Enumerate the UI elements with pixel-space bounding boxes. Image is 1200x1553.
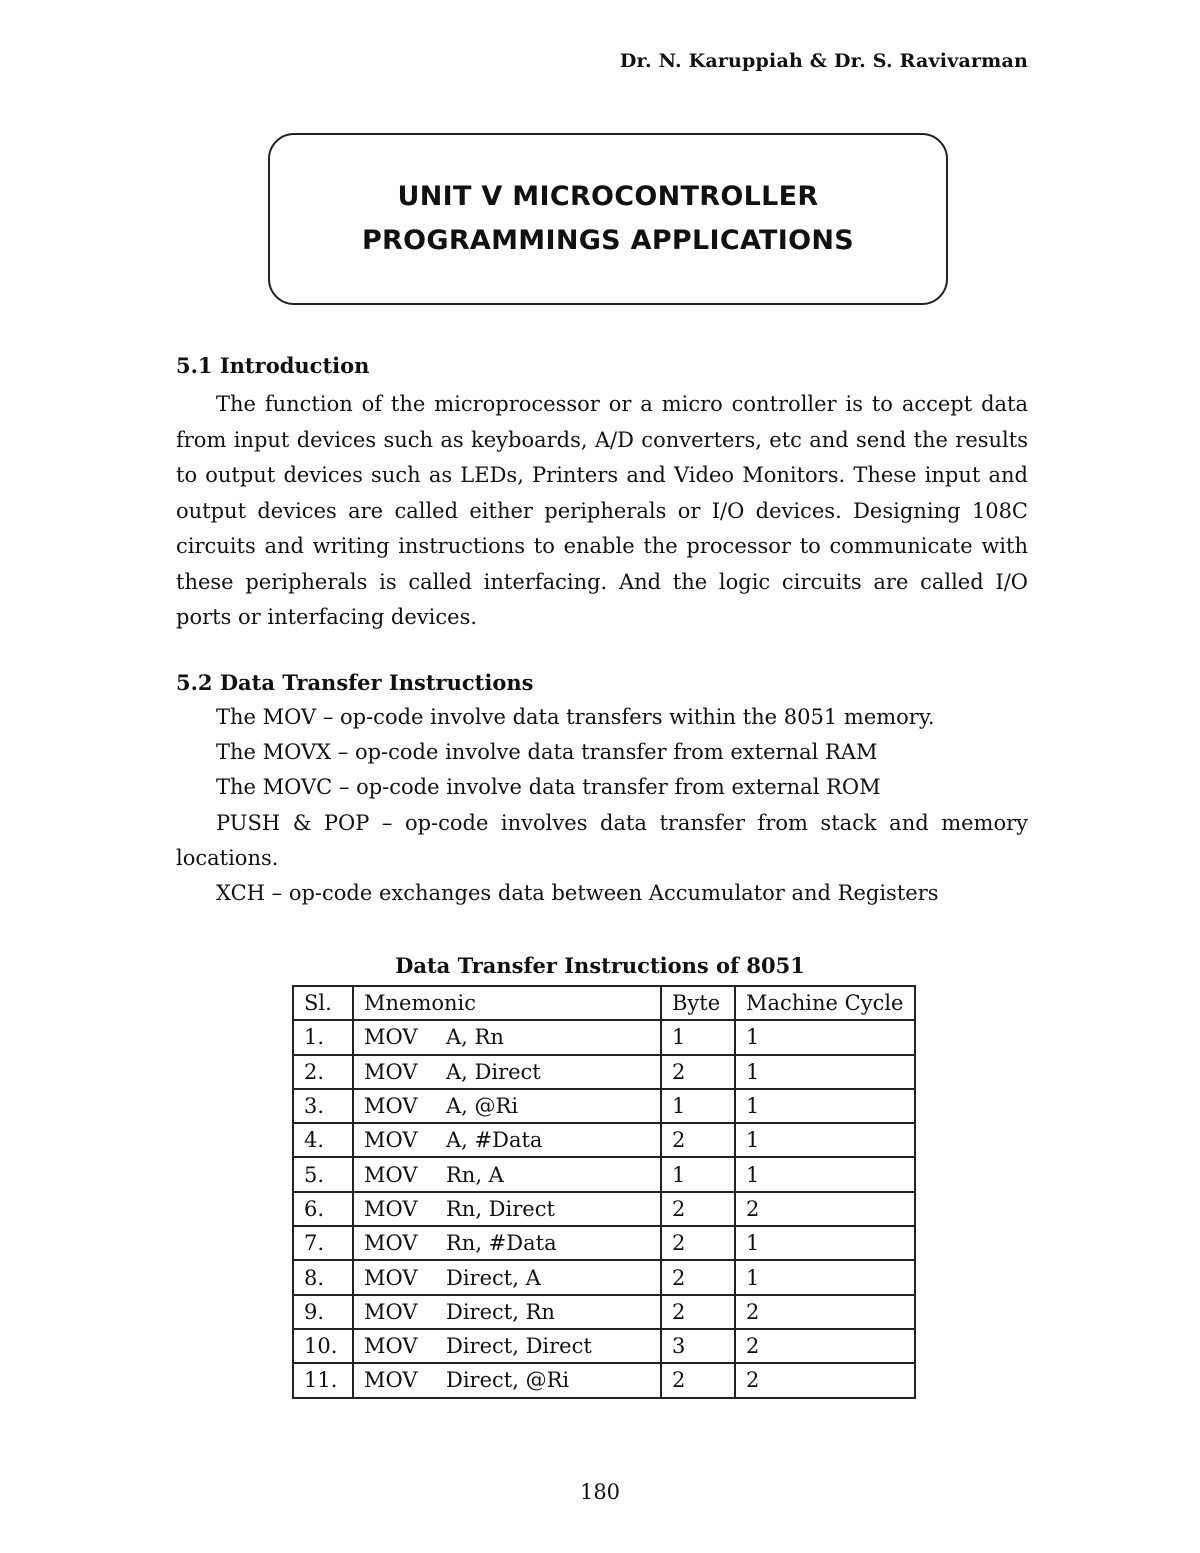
cell-sl: 5. <box>293 1157 353 1191</box>
mnemonic-operand: A, @Ri <box>446 1094 519 1119</box>
movx-description: The MOVX – op-code involve data transfer from external RAM <box>216 740 878 764</box>
mnemonic-opcode: MOV <box>364 1231 418 1256</box>
cell-byte: 2 <box>661 1295 735 1329</box>
mnemonic-opcode: MOV <box>364 1094 418 1119</box>
table-caption: Data Transfer Instructions of 8051 <box>395 953 805 978</box>
cell-byte: 1 <box>661 1157 735 1191</box>
cell-machine-cycle: 2 <box>735 1295 915 1329</box>
introduction-text: The function of the microprocessor or a micro controller is to accept data from input devices such as keyboards, A/D converters, etc and send the results to output devices such as LEDs, Printers and Video Monitors. These input and output devices are called either peripherals or I/O devices. Designing 108C circuits and writing instructions to enable the processor to communicate with these peripherals is called interfacing. And the logic circuits are called I/O ports or interfacing devices. <box>176 392 1028 629</box>
cell-byte: 2 <box>661 1123 735 1157</box>
table-row <box>293 1123 915 1157</box>
mnemonic-opcode: MOV <box>364 1334 418 1359</box>
cell-mnemonic <box>353 1055 661 1089</box>
cell-byte: 2 <box>661 1055 735 1089</box>
cell-byte: 2 <box>661 1192 735 1226</box>
mnemonic-operand: Direct, Direct <box>446 1334 592 1359</box>
cell-byte: 1 <box>661 1020 735 1054</box>
cell-byte: 1 <box>661 1089 735 1123</box>
header-byte: Byte <box>661 986 735 1020</box>
mnemonic-opcode: MOV <box>364 1265 418 1290</box>
mnemonic-opcode: MOV <box>364 1059 418 1084</box>
header-sl: Sl. <box>293 986 353 1020</box>
table-row <box>293 1363 915 1397</box>
cell-machine-cycle: 1 <box>735 1055 915 1089</box>
mnemonic-opcode: MOV <box>364 1128 418 1153</box>
table-row <box>293 1192 915 1226</box>
table-row <box>293 1295 915 1329</box>
cell-mnemonic <box>353 1020 661 1054</box>
mnemonic-opcode: MOV <box>364 1162 418 1187</box>
table-header-row <box>293 986 915 1020</box>
cell-machine-cycle: 2 <box>735 1329 915 1363</box>
mnemonic-opcode: MOV <box>364 1025 418 1050</box>
cell-sl: 11. <box>293 1363 353 1397</box>
movc-description: The MOVC – op-code involve data transfer from external ROM <box>216 775 881 799</box>
table-row <box>293 1226 915 1260</box>
cell-byte: 3 <box>661 1329 735 1363</box>
cell-machine-cycle: 1 <box>735 1157 915 1191</box>
mnemonic-opcode: MOV <box>364 1368 418 1393</box>
mnemonic-operand: Direct, @Ri <box>446 1368 570 1393</box>
cell-sl: 2. <box>293 1055 353 1089</box>
cell-byte: 2 <box>661 1260 735 1294</box>
cell-mnemonic <box>353 1226 661 1260</box>
cell-machine-cycle: 2 <box>735 1192 915 1226</box>
cell-sl: 9. <box>293 1295 353 1329</box>
cell-byte: 2 <box>661 1226 735 1260</box>
mnemonic-operand: A, #Data <box>446 1128 543 1153</box>
mnemonic-operand: Direct, A <box>446 1265 541 1290</box>
table-row <box>293 1020 915 1054</box>
push-pop-description-continued: locations. <box>176 846 279 870</box>
cell-mnemonic <box>353 1192 661 1226</box>
cell-mnemonic <box>353 1157 661 1191</box>
mov-description: The MOV – op-code involve data transfers within the 8051 memory. <box>216 705 935 729</box>
header-machine-cycle: Machine Cycle <box>735 986 915 1020</box>
table-row <box>293 1089 915 1123</box>
data-transfer-table <box>292 985 916 1399</box>
cell-sl: 10. <box>293 1329 353 1363</box>
section-heading-data-transfer: 5.2 Data Transfer Instructions <box>176 670 534 695</box>
mnemonic-opcode: MOV <box>364 1196 418 1221</box>
cell-mnemonic <box>353 1295 661 1329</box>
unit-title-box <box>268 133 948 305</box>
mnemonic-operand: Rn, #Data <box>446 1231 557 1256</box>
cell-machine-cycle: 1 <box>735 1226 915 1260</box>
cell-machine-cycle: 1 <box>735 1123 915 1157</box>
cell-mnemonic <box>353 1260 661 1294</box>
table-row <box>293 1055 915 1089</box>
mnemonic-operand: Direct, Rn <box>446 1299 555 1324</box>
page-number: 180 <box>579 1480 621 1504</box>
unit-title-line-1: UNIT V MICROCONTROLLER <box>397 181 819 212</box>
cell-machine-cycle: 2 <box>735 1363 915 1397</box>
cell-mnemonic <box>353 1089 661 1123</box>
cell-sl: 8. <box>293 1260 353 1294</box>
cell-mnemonic <box>353 1123 661 1157</box>
cell-machine-cycle: 1 <box>735 1260 915 1294</box>
table-row <box>293 1260 915 1294</box>
xch-description: XCH – op-code exchanges data between Accumulator and Registers <box>216 881 939 905</box>
section-heading-introduction: 5.1 Introduction <box>176 353 370 378</box>
cell-sl: 7. <box>293 1226 353 1260</box>
mnemonic-operand: A, Rn <box>446 1025 504 1050</box>
push-pop-description: PUSH & POP – op-code involves data transfer from stack and memory <box>216 811 1028 835</box>
page-header-authors: Dr. N. Karuppiah & Dr. S. Ravivarman <box>619 50 1028 72</box>
mnemonic-operand: A, Direct <box>446 1059 541 1084</box>
cell-sl: 6. <box>293 1192 353 1226</box>
cell-machine-cycle: 1 <box>735 1089 915 1123</box>
introduction-paragraph <box>176 387 1028 636</box>
cell-mnemonic <box>353 1329 661 1363</box>
table-row <box>293 1329 915 1363</box>
cell-sl: 3. <box>293 1089 353 1123</box>
cell-sl: 1. <box>293 1020 353 1054</box>
mnemonic-opcode: MOV <box>364 1299 418 1324</box>
header-mnemonic: Mnemonic <box>353 986 661 1020</box>
cell-mnemonic <box>353 1363 661 1397</box>
cell-machine-cycle: 1 <box>735 1020 915 1054</box>
table-row <box>293 1157 915 1191</box>
mnemonic-operand: Rn, Direct <box>446 1196 555 1221</box>
cell-sl: 4. <box>293 1123 353 1157</box>
unit-title-line-2: PROGRAMMINGS APPLICATIONS <box>361 225 855 256</box>
mnemonic-operand: Rn, A <box>446 1162 504 1187</box>
cell-byte: 2 <box>661 1363 735 1397</box>
